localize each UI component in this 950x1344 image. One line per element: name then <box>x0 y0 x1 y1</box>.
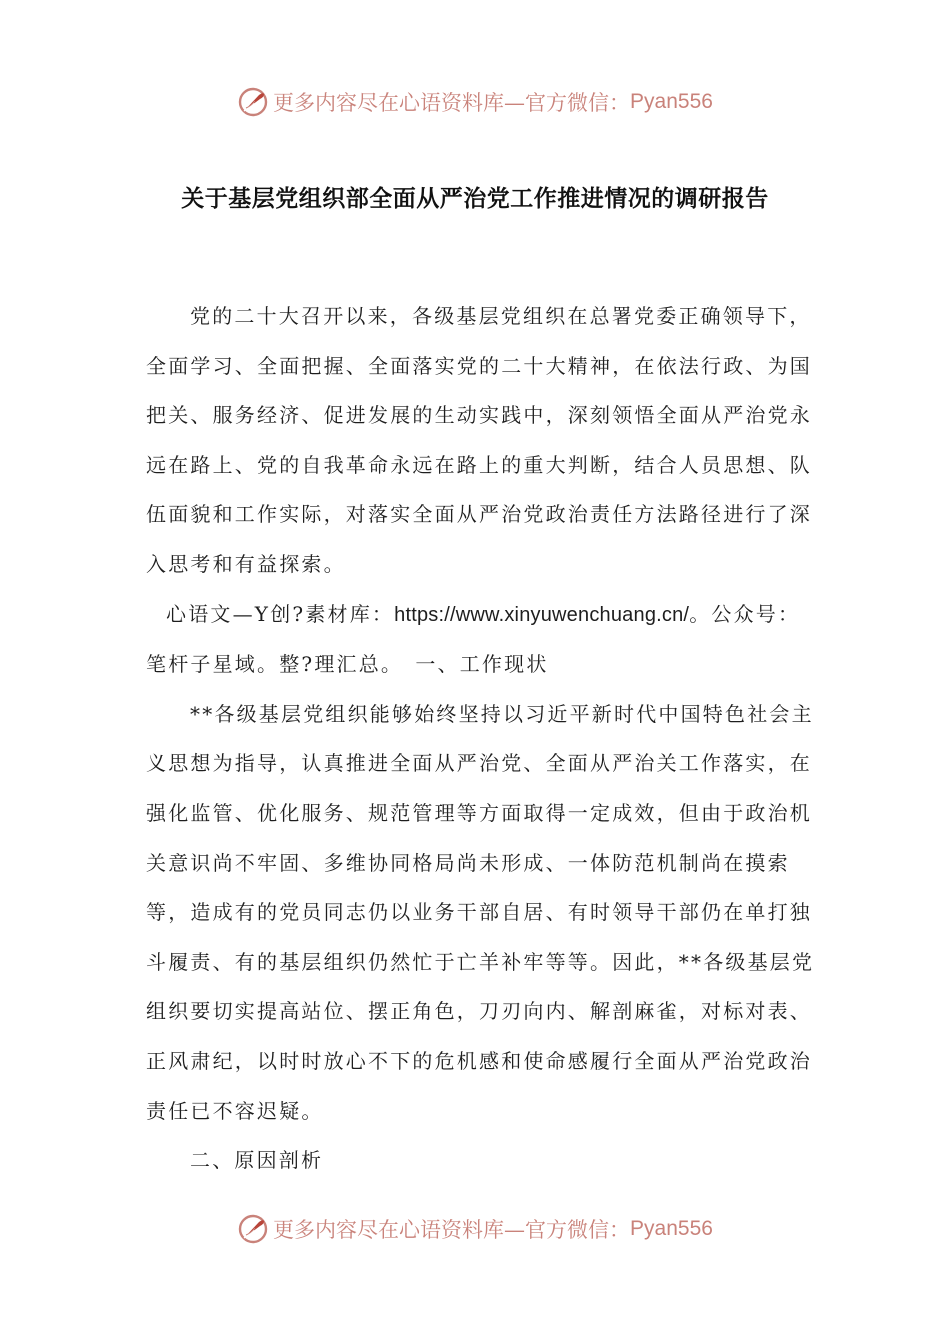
document-title: 关于基层党组织部全面从严治党工作推进情况的调研报告 <box>181 185 769 212</box>
source-note-suffix: 。公众号：笔杆子星域。整?理汇总。 一、工作现状 <box>146 601 801 677</box>
paragraph-intro: 党的二十大召开以来，各级基层党组织在总署党委正确领导下，全面学习、全面把握、全面落实党的二十大精神，在依法行政、为国把关、服务经济、促进发展的生动实践中，深刻领悟全面从严治党永远在路上、党的自我革命永远在路上的重大判断，结合人员思想、队伍面貌和工作实际，对落实全面从严治党政治责任方法路径进行了深入思考和有益探索。 <box>146 304 812 576</box>
watermark-text: 更多内容尽在心语资料库—官方微信： <box>273 91 631 115</box>
source-note-prefix: 心语文—Y创?素材库： <box>166 601 395 626</box>
paragraph-work-status: **各级基层党组织能够始终坚持以习近平新时代中国特色社会主义思想为指导，认真推进全面从严治党、全面从严治关工作落实，在强化监管、优化服务、规范管理等方面取得一定成效，但由于政治机关意识尚不牢固、多维协同格局尚未形成、一体防范机制尚在摸索等，造成有的党员同志仍以业务干部自居、有时领导干部仍在单打独斗履责、有的基层组织仍然忙于亡羊补牢等等。因此，**各级基层党组织要切实提高站位、摆正角色，刀刃向内、解剖麻雀，对标对表、正风肃纪，以时时放心不下的危机感和使命感履行全面从严治党政治责任已不容迟疑。 <box>146 701 815 1123</box>
paragraph-source-note <box>146 590 822 690</box>
document-body <box>146 292 822 1186</box>
watermark-banner-top <box>0 82 950 122</box>
watermark-banner-bottom <box>0 1209 950 1249</box>
watermark-handle: Pyan556 <box>630 90 713 113</box>
watermark-handle: Pyan556 <box>630 1217 713 1240</box>
quill-pen-logo-icon <box>237 1213 269 1245</box>
quill-pen-logo-icon <box>237 86 269 118</box>
watermark-text: 更多内容尽在心语资料库—官方微信： <box>273 1218 631 1242</box>
section-heading-cause-analysis: 二、原因剖析 <box>190 1148 324 1173</box>
source-url: https://www.xinyuwenchuang.cn/ <box>394 603 690 626</box>
